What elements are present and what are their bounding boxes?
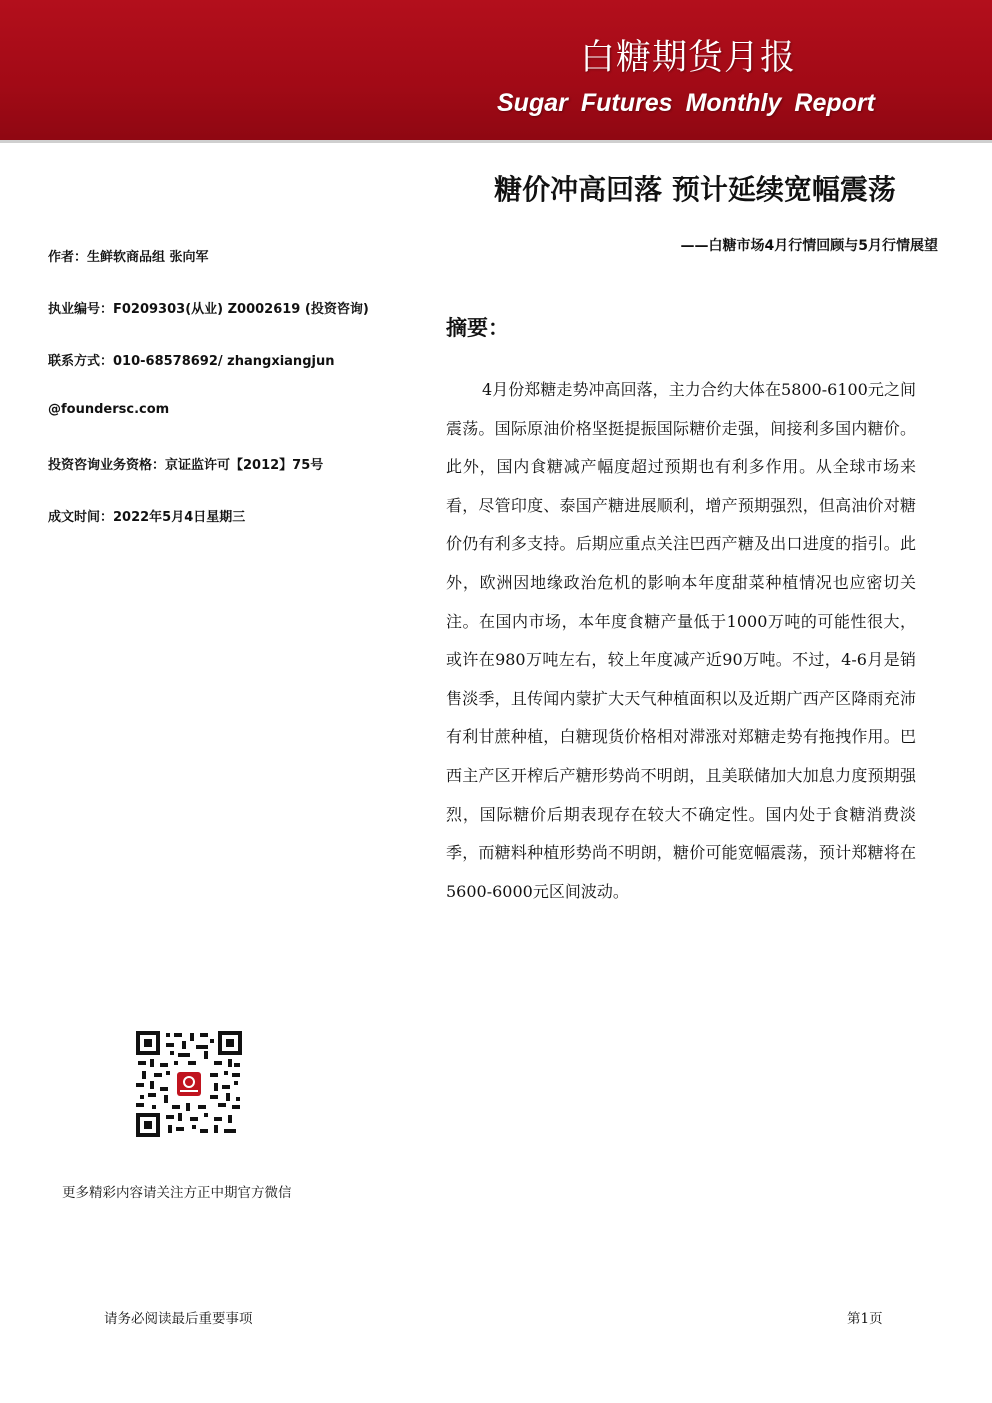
contact: 联系方式：010-68578692/ zhangxiangjun (48, 354, 335, 369)
title-en-word: Monthly (685, 89, 782, 117)
date: 成文时间：2022年5月4日星期三 (48, 510, 246, 525)
qr-caption: 更多精彩内容请关注方正中期官方微信 (62, 1185, 292, 1201)
footer-notice: 请务必阅读最后重要事项 (104, 1311, 253, 1327)
abstract-label: 摘要： (446, 316, 509, 340)
email: @foundersc.com (48, 402, 170, 417)
qualification: 投资咨询业务资格：京证监许可【2012】75号 (48, 458, 324, 473)
report-title-en (497, 89, 875, 118)
title-en-word: Report (794, 89, 875, 117)
header-banner (0, 0, 992, 140)
headline: 糖价冲高回落 预计延续宽幅震荡 (494, 173, 896, 206)
qr-code-icon (134, 1029, 244, 1139)
title-en-word: Sugar (497, 89, 568, 117)
page-number: 第1页 (847, 1311, 883, 1327)
abstract-text: 4月份郑糖走势冲高回落，主力合约大体在5800-6100元之间震荡。国际原油价格坚挺提振国际糖价走强，间接利多国内糖价。此外，国内食糖减产幅度超过预期也有利多作用。从全球市场来看，尽管印度、泰国产糖进展顺利，增产预期强烈，但高油价对糖价仍有利多支持。后期应重点关注巴西产糖及出口进度的指引。此外，欧洲因地缘政治危机的影响本年度甜菜种植情况也应密切关注。在国内市场，本年度食糖产量低于1000万吨的可能性很大，或许在980万吨左右，较上年度减产近90万吨。不过，4-6月是销售淡季，且传闻内蒙扩大天气种植面积以及近期广西产区降雨充沛有利甘蔗种植，白糖现货价格相对滞涨对郑糖走势有拖拽作用。巴西主产区开榨后产糖形势尚不明朗，且美联储加大加息力度预期强烈，国际糖价后期表现存在较大不确定性。国内处于食糖消费淡季，而糖料种植形势尚不明朗，糖价可能宽幅震荡，预计郑糖将在5600-6000元区间波动。 (446, 380, 916, 901)
header-divider (0, 140, 992, 143)
license-number: 执业编号：F0209303(从业) Z0002619 (投资咨询) (48, 302, 369, 317)
author: 作者：生鲜软商品组 张向军 (48, 250, 209, 265)
report-title-cn: 白糖期货月报 (579, 38, 796, 78)
title-en-word: Futures (580, 89, 673, 117)
subheadline: ——白糖市场4月行情回顾与5月行情展望 (680, 238, 938, 254)
